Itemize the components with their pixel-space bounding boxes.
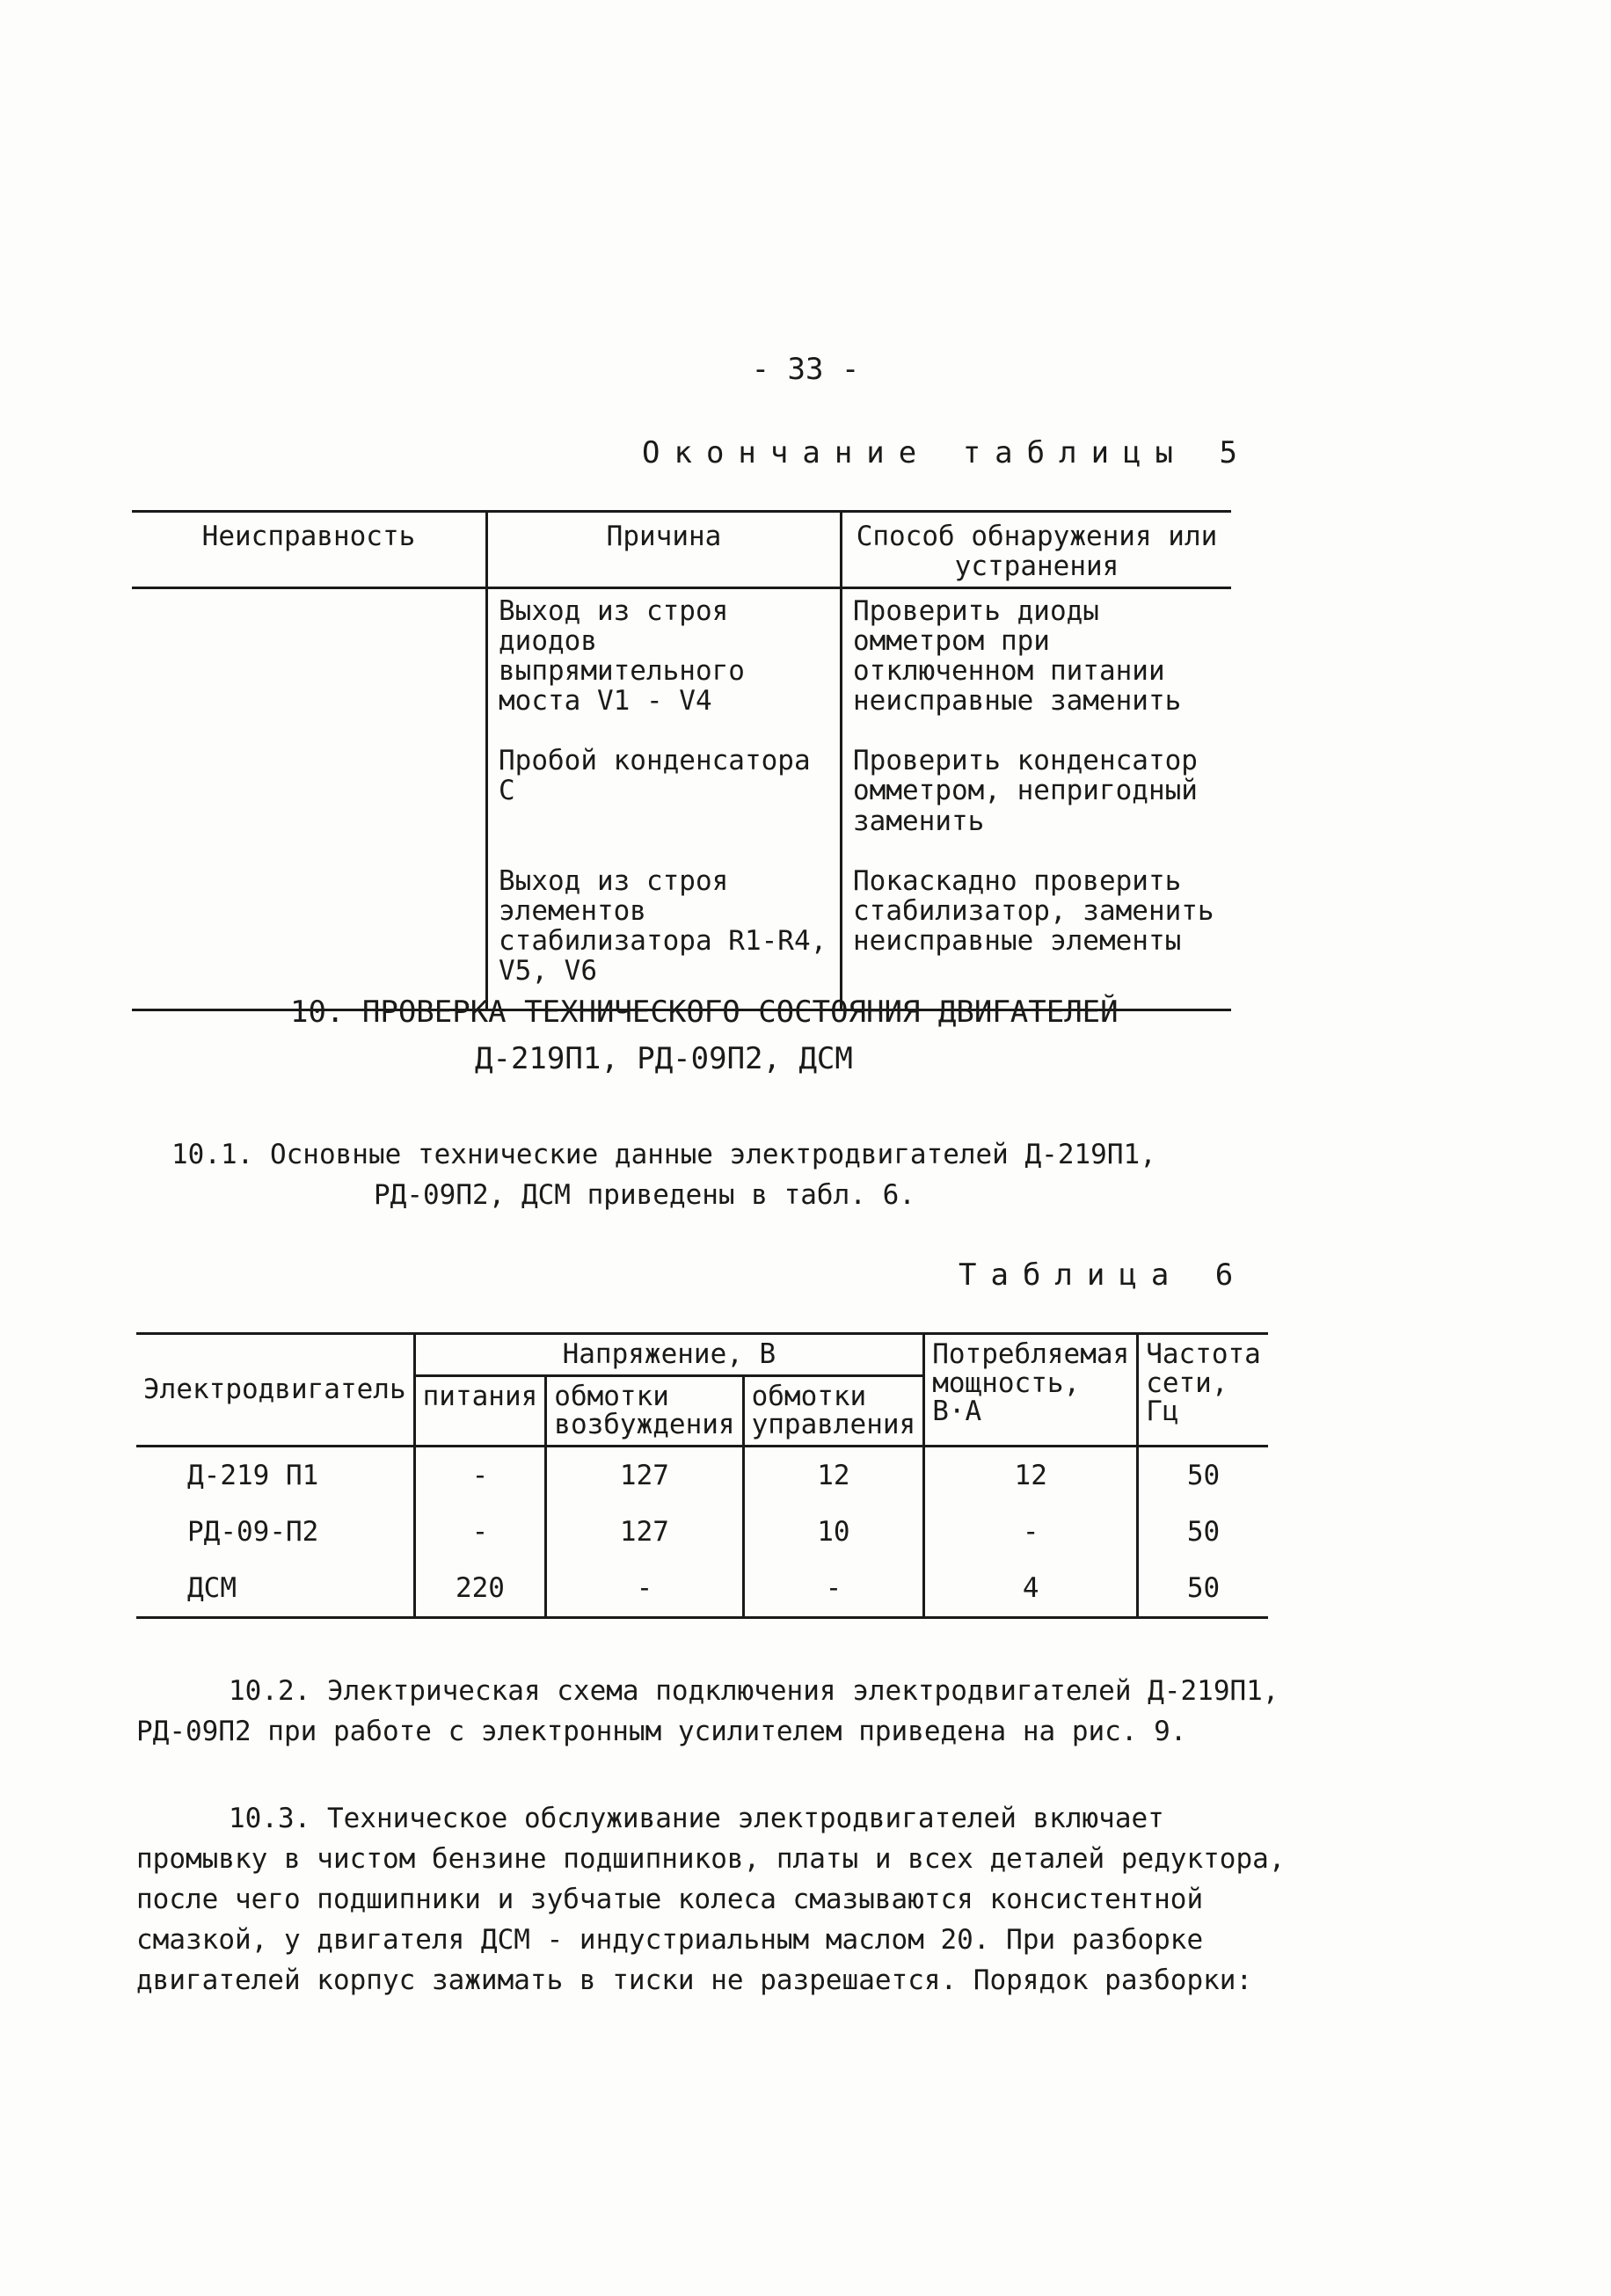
- table6-control-cell: 10: [743, 1504, 924, 1560]
- section-heading: [290, 989, 1119, 1082]
- table6-header-motor: Электродвигатель: [136, 1334, 414, 1447]
- paragraph-10-3-text: 10.3. Техническое обслуживание электродвигателей включает промывку в чистом бензине подшипников, платы и всех деталей редуктора, после чего подшипники и зубчатые колеса смазываются консистентной смазкой, у двигателя ДСМ - индустриальным маслом 20. При разборке двигателей корпус зажимать в тиски не разрешается. Порядок разборки:: [136, 1803, 1286, 1996]
- paragraph-10-1: [171, 1134, 1315, 1215]
- table6-header-excitation: обмотки возбуждения: [546, 1375, 743, 1446]
- table6-control-cell: 12: [743, 1446, 924, 1504]
- table-row: [132, 588, 1231, 740]
- table-row: [136, 1446, 1268, 1504]
- table5-cause-cell: Выход из строя элементов стабилизатора R1-R4, V5, V6: [487, 859, 842, 1010]
- paragraph-10-2: [136, 1671, 1279, 1752]
- table5-header-fault: Неисправность: [132, 512, 487, 588]
- table5-header-row: [132, 512, 1231, 588]
- table5-fault-cell: [132, 588, 487, 740]
- table6-control-cell: -: [743, 1560, 924, 1618]
- table6-power-cell: -: [924, 1504, 1138, 1560]
- paragraph-10-2-text: 10.2. Электрическая схема подключения электродвигателей Д-219П1, РД-09П2 при работе с электронным усилителем приведена на рис. 9.: [136, 1675, 1279, 1747]
- table6-header-power: Потребляемая мощность, В·А: [924, 1334, 1138, 1447]
- table5: [132, 510, 1231, 1011]
- section-heading-line1: 10. ПРОВЕРКА ТЕХНИЧЕСКОГО СОСТОЯНИЯ ДВИГАТЕЛЕЙ: [290, 995, 1119, 1030]
- table6-motor-cell: ДСМ: [136, 1560, 414, 1618]
- table5-cause-cell: Выход из строя диодов выпрямительного моста V1 - V4: [487, 588, 842, 740]
- table5-remedy-cell: Проверить конденсатор омметром, непригодный заменить: [853, 745, 1198, 837]
- table6: [136, 1332, 1268, 1619]
- table6-supply-cell: -: [414, 1504, 546, 1560]
- table6-header-row: [136, 1334, 1268, 1376]
- table6-motor-cell: Д-219 П1: [136, 1446, 414, 1504]
- table6-header-frequency: Частота сети, Гц: [1138, 1334, 1268, 1447]
- table6-frequency-cell: 50: [1138, 1560, 1268, 1618]
- paragraph-10-1-line1: 10.1. Основные технические данные электродвигателей Д-219П1,: [171, 1139, 1156, 1170]
- table6-supply-cell: -: [414, 1446, 546, 1504]
- table6-excitation-cell: 127: [546, 1504, 743, 1560]
- table6-caption: Таблица 6: [959, 1257, 1248, 1293]
- table5-fault-cell: [132, 859, 487, 1010]
- page-number: - 33 -: [751, 352, 860, 387]
- table6-supply-cell: 220: [414, 1560, 546, 1618]
- paragraph-10-3: [136, 1798, 1297, 2001]
- table6-excitation-cell: 127: [546, 1446, 743, 1504]
- table6-header-voltage: Напряжение, В: [414, 1334, 924, 1376]
- table6-motor-cell: РД-09-П2: [136, 1504, 414, 1560]
- table6-frequency-cell: 50: [1186, 1515, 1221, 1548]
- table6-header-control: обмотки управления: [743, 1375, 924, 1446]
- table5-remedy-cell: Проверить диоды омметром при отключенном питании неисправные заменить: [853, 595, 1182, 718]
- table5-fault-cell: [132, 739, 487, 858]
- table-row: [132, 859, 1231, 1010]
- table5-header-remedy: Способ обнаружения или устранения: [842, 512, 1232, 588]
- table-row: [136, 1560, 1268, 1618]
- table-row: [132, 739, 1231, 858]
- table6-frequency-cell: 50: [1186, 1459, 1221, 1491]
- table-row: [136, 1504, 1268, 1560]
- table5-header-cause: Причина: [487, 512, 842, 588]
- table6-power-cell: 4: [924, 1560, 1138, 1618]
- table6-excitation-cell: -: [546, 1560, 743, 1618]
- table5-remedy-cell: Покаскадно проверить стабилизатор, заменить неисправные элементы: [842, 859, 1232, 1010]
- table6-header-supply: питания: [414, 1375, 546, 1446]
- table5-caption: Окончание таблицы 5: [642, 435, 1251, 470]
- paragraph-10-1-line2: РД-09П2, ДСМ приведены в табл. 6.: [374, 1179, 915, 1211]
- section-heading-line2: Д-219П1, РД-09П2, ДСМ: [475, 1040, 853, 1076]
- table6-power-cell: 12: [924, 1446, 1138, 1504]
- table5-cause-cell: Пробой конденсатора С: [487, 739, 842, 858]
